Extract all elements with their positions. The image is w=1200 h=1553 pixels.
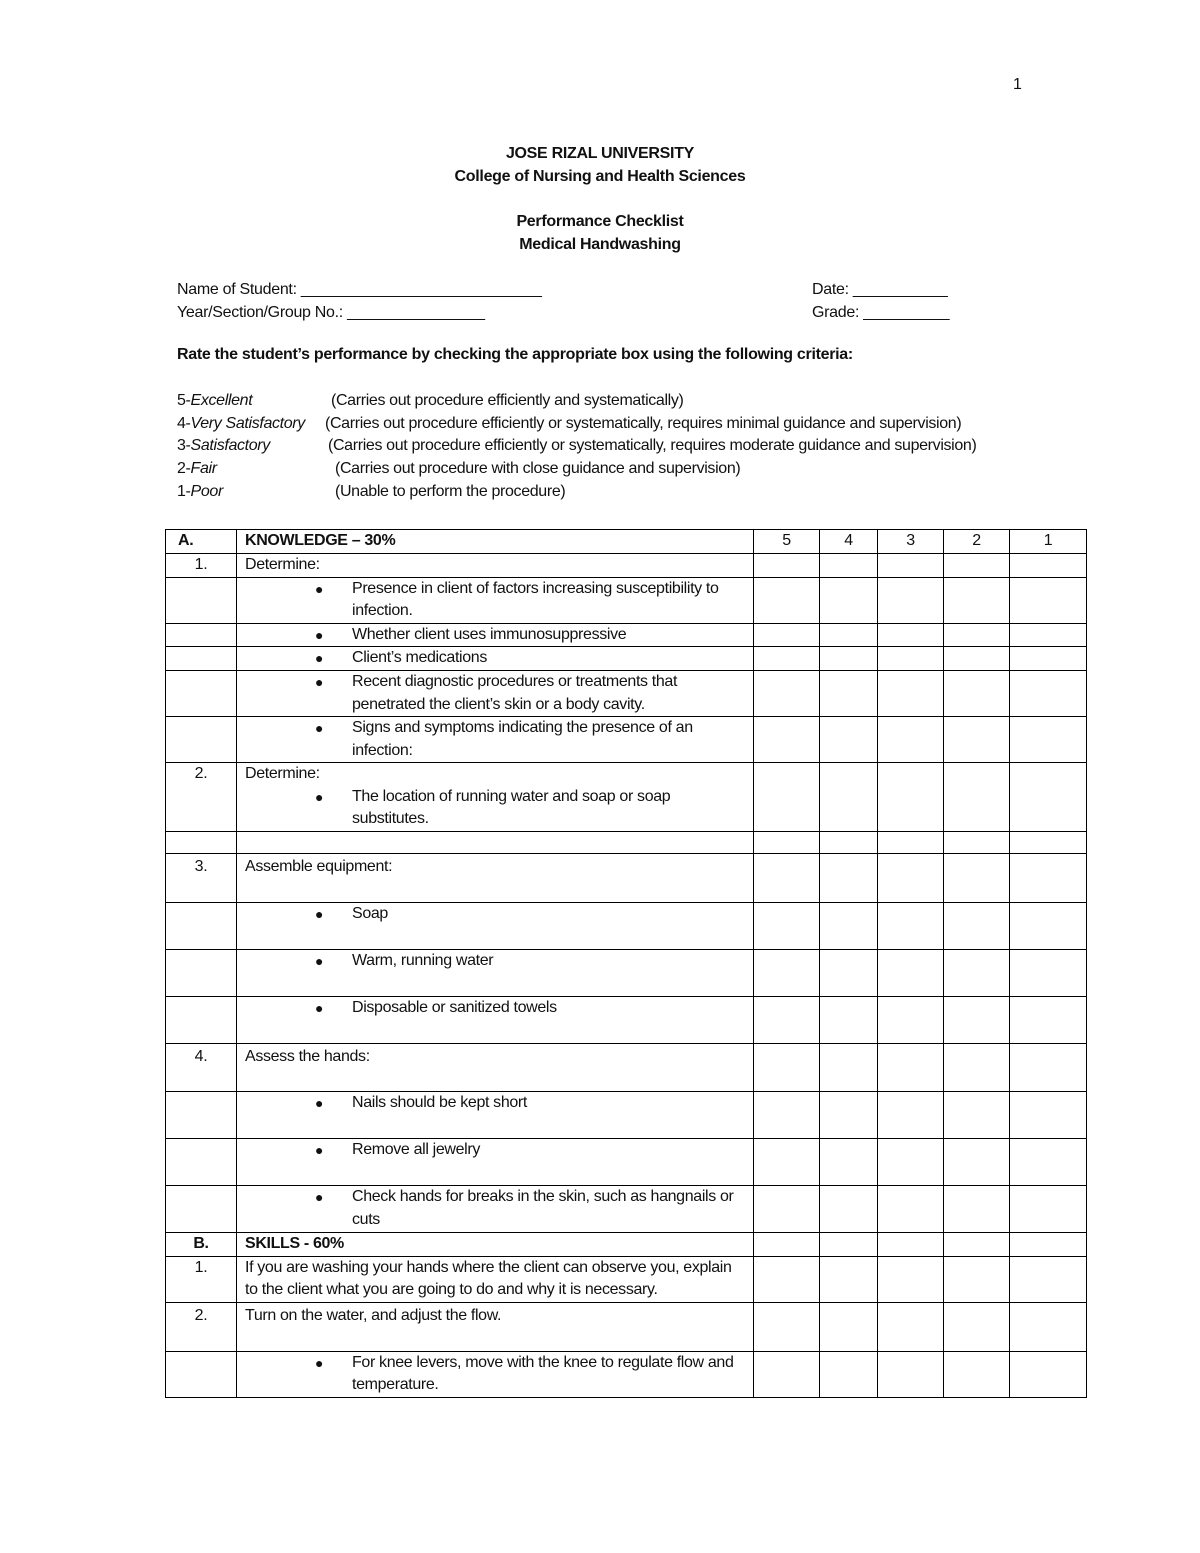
score-box-5[interactable] <box>754 854 820 903</box>
bullet-icon: ● <box>315 788 324 805</box>
score-box-4[interactable] <box>820 1351 878 1397</box>
item-text: Check hands for breaks in the skin, such as hangnails or cuts <box>352 1188 734 1228</box>
score-box-3[interactable] <box>878 1233 944 1257</box>
table-row <box>166 1302 1087 1351</box>
criteria-level: Poor <box>190 482 223 500</box>
score-box-5[interactable] <box>754 1092 820 1139</box>
score-box-3[interactable] <box>878 1256 944 1302</box>
score-box-4[interactable] <box>820 1186 878 1233</box>
score-box-1[interactable] <box>1010 623 1087 647</box>
bullet-icon: ● <box>315 1095 324 1111</box>
rating-criteria <box>177 390 977 503</box>
criteria-item <box>177 481 566 504</box>
score-box-3[interactable] <box>878 671 944 717</box>
table-row <box>166 577 1087 623</box>
score-header-4: 4 <box>820 530 878 554</box>
score-box-4[interactable] <box>820 647 878 671</box>
score-box-1[interactable] <box>1010 950 1087 997</box>
section-title: SKILLS - 60% <box>237 1233 754 1257</box>
bullet-icon: ● <box>315 650 324 666</box>
score-box-5[interactable] <box>754 997 820 1044</box>
score-box-1[interactable] <box>1010 1302 1087 1351</box>
item-text: Recent diagnostic procedures or treatments that penetrated the client’s skin or a body cavity. <box>352 673 678 713</box>
table-row <box>166 623 1087 647</box>
item-text: Assess the hands: <box>237 1044 754 1092</box>
score-box-2[interactable] <box>944 1256 1010 1302</box>
score-box-2[interactable] <box>944 717 1010 763</box>
score-box-1[interactable] <box>1010 577 1087 623</box>
table-row <box>166 1139 1087 1186</box>
score-box-5[interactable] <box>754 1256 820 1302</box>
score-box-3[interactable] <box>878 1186 944 1233</box>
score-box-2[interactable] <box>944 1092 1010 1139</box>
criteria-number: 2- <box>177 460 191 478</box>
score-box-2[interactable] <box>944 903 1010 950</box>
score-box-2[interactable] <box>944 1044 1010 1092</box>
score-box-3[interactable] <box>878 854 944 903</box>
score-header-5: 5 <box>754 530 820 554</box>
score-box-2[interactable] <box>944 763 1010 832</box>
score-box-5[interactable] <box>754 1139 820 1186</box>
score-box-5[interactable] <box>754 554 820 578</box>
item-number: 1. <box>166 1256 237 1302</box>
score-box-2[interactable] <box>944 623 1010 647</box>
score-box-2[interactable] <box>944 1139 1010 1186</box>
bullet-icon: ● <box>315 1142 324 1158</box>
item-number: 2. <box>166 1302 237 1351</box>
item-number: 1. <box>166 554 237 578</box>
score-box-3[interactable] <box>878 903 944 950</box>
document-subtitle: Medical Handwashing <box>519 236 681 253</box>
student-info-fields <box>177 278 977 324</box>
score-box-3[interactable] <box>878 1139 944 1186</box>
score-box-1[interactable] <box>1010 647 1087 671</box>
score-box-1[interactable] <box>1010 1092 1087 1139</box>
criteria-number: 4- <box>177 414 191 432</box>
date-field[interactable]: Date: ___________ <box>812 281 948 298</box>
score-box-2[interactable] <box>944 671 1010 717</box>
criteria-description: (Carries out procedure efficiently or systematically, requires moderate guidance and supervision) <box>328 437 977 455</box>
section-title: KNOWLEDGE – 30% <box>237 530 754 554</box>
score-header-2: 2 <box>944 530 1010 554</box>
score-box-4[interactable] <box>820 903 878 950</box>
score-box-5[interactable] <box>754 1351 820 1397</box>
score-box-4[interactable] <box>820 671 878 717</box>
score-box-5[interactable] <box>754 671 820 717</box>
criteria-description: (Carries out procedure with close guidance and supervision) <box>335 460 741 478</box>
student-name-field[interactable]: Name of Student: ____________________________ <box>177 281 542 298</box>
score-box-2[interactable] <box>944 1186 1010 1233</box>
score-box-1[interactable] <box>1010 854 1087 903</box>
criteria-level: Very Satisfactory <box>190 414 305 432</box>
score-box-3[interactable] <box>878 1351 944 1397</box>
item-text: Nails should be kept short <box>352 1094 528 1111</box>
score-box-5[interactable] <box>754 1044 820 1092</box>
score-box-5[interactable] <box>754 832 820 854</box>
score-box-3[interactable] <box>878 647 944 671</box>
score-box-2[interactable] <box>944 832 1010 854</box>
table-row <box>166 647 1087 671</box>
item-text: Assemble equipment: <box>237 854 754 903</box>
score-box-3[interactable] <box>878 1302 944 1351</box>
bullet-icon: ● <box>315 953 324 969</box>
score-box-4[interactable] <box>820 1092 878 1139</box>
score-box-4[interactable] <box>820 1139 878 1186</box>
item-text: Warm, running water <box>352 952 494 969</box>
bullet-icon: ● <box>315 1000 324 1016</box>
section-a-header-row <box>166 530 1087 554</box>
score-box-1[interactable] <box>1010 997 1087 1044</box>
score-header-3: 3 <box>878 530 944 554</box>
score-box-1[interactable] <box>1010 832 1087 854</box>
score-box-4[interactable] <box>820 832 878 854</box>
item-text: Client’s medications <box>352 649 487 666</box>
item-text: Disposable or sanitized towels <box>352 999 557 1016</box>
table-row <box>166 1092 1087 1139</box>
score-box-3[interactable] <box>878 577 944 623</box>
criteria-level: Fair <box>190 460 217 478</box>
bullet-icon: ● <box>315 720 324 736</box>
criteria-item <box>177 413 962 436</box>
bullet-icon: ● <box>315 1189 324 1205</box>
item-text: Determine: <box>245 765 320 782</box>
section-b-header-row <box>166 1233 1087 1257</box>
bullet-icon: ● <box>315 580 324 597</box>
score-box-3[interactable] <box>878 997 944 1044</box>
score-box-5[interactable] <box>754 647 820 671</box>
score-box-2[interactable] <box>944 577 1010 623</box>
criteria-description: (Carries out procedure efficiently and systematically) <box>331 392 684 409</box>
score-box-3[interactable] <box>878 717 944 763</box>
item-text: Remove all jewelry <box>352 1141 480 1158</box>
bullet-icon: ● <box>315 1354 324 1371</box>
score-box-3[interactable] <box>878 554 944 578</box>
score-box-2[interactable] <box>944 1233 1010 1257</box>
score-box-4[interactable] <box>820 1256 878 1302</box>
item-number: 2. <box>166 763 237 832</box>
section-letter: A. <box>166 530 237 554</box>
score-box-3[interactable] <box>878 763 944 832</box>
score-box-1[interactable] <box>1010 1351 1087 1397</box>
rating-instructions: Rate the student’s performance by checking the appropriate box using the following criteria: <box>177 346 853 363</box>
score-box-3[interactable] <box>878 1044 944 1092</box>
score-box-5[interactable] <box>754 950 820 997</box>
document-header <box>0 142 1200 256</box>
item-text: Whether client uses immunosuppressive <box>352 625 627 643</box>
criteria-description: (Unable to perform the procedure) <box>335 482 566 500</box>
table-row <box>166 832 1087 854</box>
score-box-4[interactable] <box>820 623 878 647</box>
performance-checklist-table <box>165 529 1087 1398</box>
score-box-1[interactable] <box>1010 671 1087 717</box>
criteria-number: 1- <box>177 482 191 500</box>
score-box-4[interactable] <box>820 950 878 997</box>
table-row <box>166 717 1087 763</box>
item-text: Signs and symptoms indicating the presence of an infection: <box>352 719 693 759</box>
item-text: The location of running water and soap or soap substitutes. <box>352 787 671 827</box>
table-row <box>166 854 1087 903</box>
score-box-1[interactable] <box>1010 1186 1087 1233</box>
score-box-2[interactable] <box>944 554 1010 578</box>
score-box-4[interactable] <box>820 997 878 1044</box>
table-row <box>166 903 1087 950</box>
score-box-4[interactable] <box>820 1044 878 1092</box>
criteria-description: (Carries out procedure efficiently or systematically, requires minimal guidance and supervision) <box>325 414 962 432</box>
table-row <box>166 1186 1087 1233</box>
score-box-5[interactable] <box>754 1186 820 1233</box>
score-box-2[interactable] <box>944 854 1010 903</box>
section-letter: B. <box>166 1233 237 1257</box>
table-row <box>166 950 1087 997</box>
score-box-2[interactable] <box>944 997 1010 1044</box>
score-box-3[interactable] <box>878 1092 944 1139</box>
score-box-2[interactable] <box>944 1351 1010 1397</box>
score-box-1[interactable] <box>1010 1233 1087 1257</box>
table-row <box>166 763 1087 832</box>
page-number: 1 <box>1013 76 1022 93</box>
score-box-1[interactable] <box>1010 763 1087 832</box>
score-box-3[interactable] <box>878 950 944 997</box>
item-number: 4. <box>166 1044 237 1092</box>
item-text: Presence in client of factors increasing susceptibility to infection. <box>352 579 719 619</box>
table-row <box>166 1256 1087 1302</box>
bullet-icon: ● <box>315 906 324 922</box>
table-row <box>166 1351 1087 1397</box>
year-section-field[interactable]: Year/Section/Group No.: ________________ <box>177 304 485 321</box>
score-box-4[interactable] <box>820 1233 878 1257</box>
score-box-3[interactable] <box>878 623 944 647</box>
criteria-item <box>177 435 977 458</box>
bullet-icon: ● <box>315 626 324 643</box>
score-box-2[interactable] <box>944 950 1010 997</box>
criteria-level: Excellent <box>190 392 253 409</box>
score-box-1[interactable] <box>1010 554 1087 578</box>
item-text: Determine: <box>237 554 754 578</box>
item-text: Soap <box>352 905 388 922</box>
score-box-1[interactable] <box>1010 903 1087 950</box>
criteria-item <box>177 458 741 481</box>
score-box-4[interactable] <box>820 577 878 623</box>
score-box-2[interactable] <box>944 1302 1010 1351</box>
table-row <box>166 671 1087 717</box>
score-box-1[interactable] <box>1010 1139 1087 1186</box>
criteria-item <box>177 390 684 413</box>
score-box-1[interactable] <box>1010 717 1087 763</box>
score-box-1[interactable] <box>1010 1256 1087 1302</box>
score-box-4[interactable] <box>820 763 878 832</box>
score-box-5[interactable] <box>754 577 820 623</box>
score-box-4[interactable] <box>820 717 878 763</box>
item-number: 3. <box>166 854 237 903</box>
score-box-5[interactable] <box>754 1233 820 1257</box>
score-box-1[interactable] <box>1010 1044 1087 1092</box>
item-text: Turn on the water, and adjust the flow. <box>237 1302 754 1351</box>
table-row <box>166 554 1087 578</box>
criteria-number: 5- <box>177 392 191 409</box>
bullet-icon: ● <box>315 674 324 690</box>
score-box-4[interactable] <box>820 554 878 578</box>
criteria-level: Satisfactory <box>190 437 270 455</box>
score-header-1: 1 <box>1010 530 1087 554</box>
grade-field[interactable]: Grade: __________ <box>812 304 950 321</box>
college-name: College of Nursing and Health Sciences <box>454 168 746 185</box>
document-title: Performance Checklist <box>516 213 684 230</box>
table-row <box>166 997 1087 1044</box>
score-box-3[interactable] <box>878 832 944 854</box>
score-box-2[interactable] <box>944 647 1010 671</box>
score-box-4[interactable] <box>820 1302 878 1351</box>
score-box-5[interactable] <box>754 1302 820 1351</box>
score-box-5[interactable] <box>754 903 820 950</box>
table-row <box>166 1044 1087 1092</box>
university-name: JOSE RIZAL UNIVERSITY <box>505 145 695 162</box>
score-box-5[interactable] <box>754 623 820 647</box>
item-text: For knee levers, move with the knee to regulate flow and temperature. <box>352 1353 734 1393</box>
score-box-5[interactable] <box>754 717 820 763</box>
item-text: If you are washing your hands where the client can observe you, explain to the client what you are going to do and why it is necessary. <box>237 1256 754 1302</box>
score-box-5[interactable] <box>754 763 820 832</box>
score-box-4[interactable] <box>820 854 878 903</box>
criteria-number: 3- <box>177 437 191 455</box>
